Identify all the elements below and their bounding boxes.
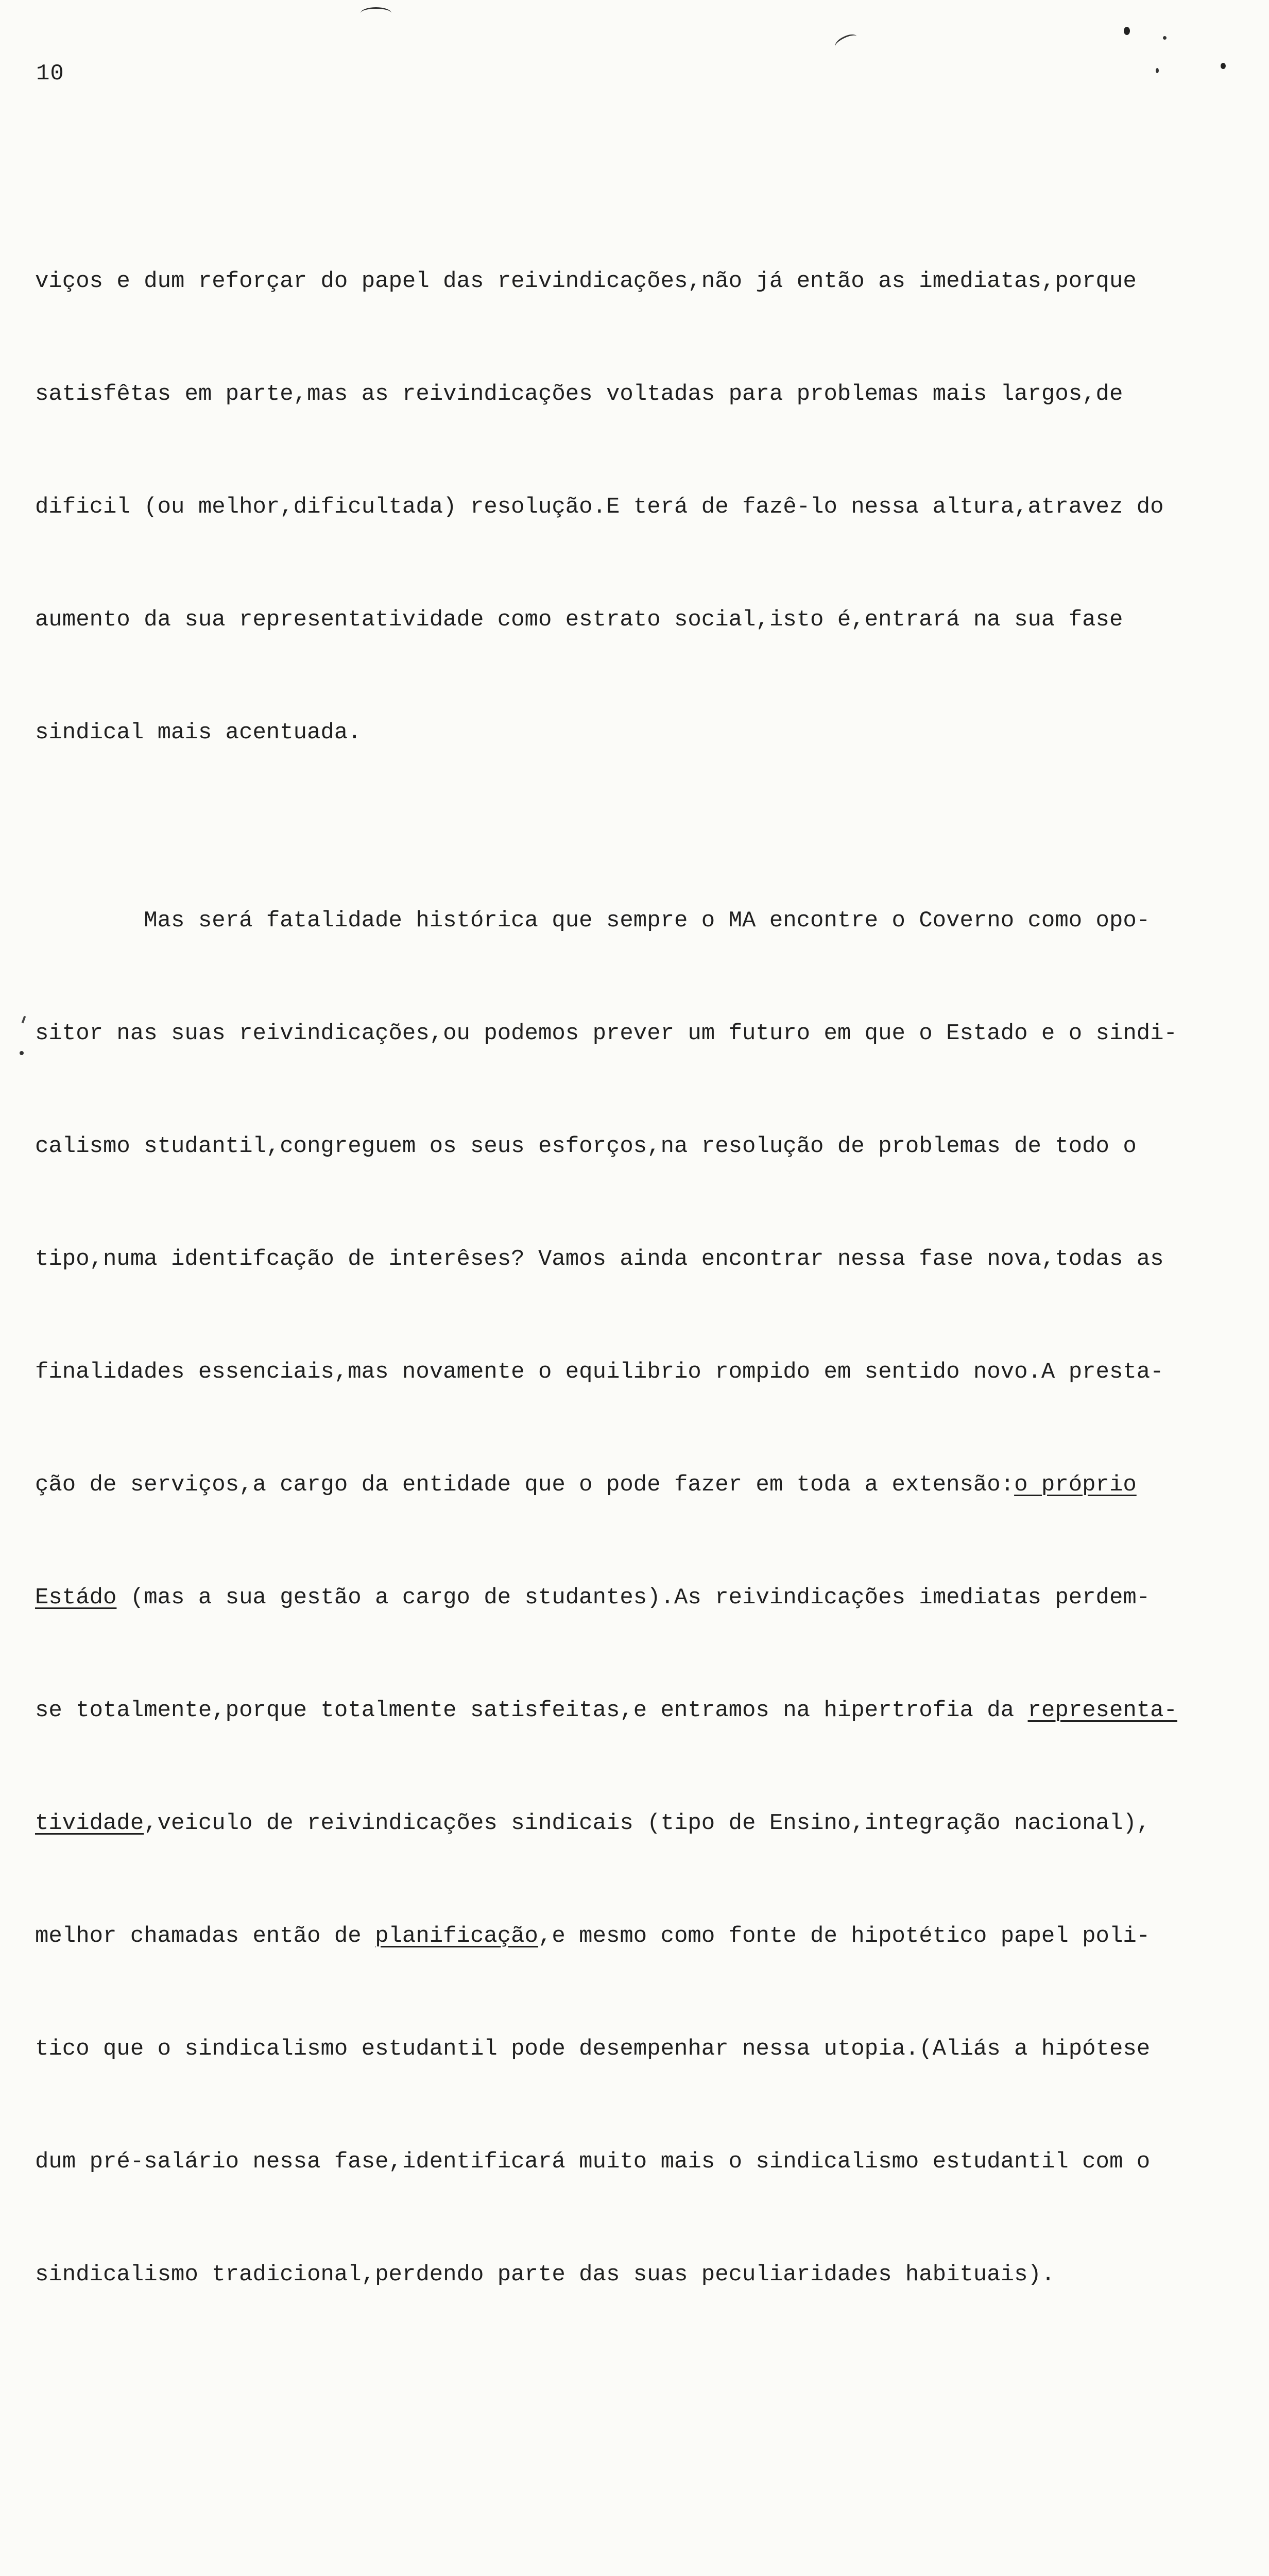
margin-mark — [22, 1016, 26, 1024]
text-line — [35, 1466, 1199, 1504]
text-line — [35, 1918, 1199, 1955]
underlined-phrase: tividade — [35, 1810, 144, 1836]
underlined-phrase: o próprio — [1014, 1472, 1137, 1498]
underlined-phrase: representa- — [1027, 1698, 1177, 1723]
ink-dot — [1156, 68, 1159, 73]
text-line: sitor nas suas reivindicações,ou podemos prever um futuro em que o Estado e o sindi- — [35, 1021, 1177, 1046]
text-line: dificil (ou melhor,dificultada) resolução.E terá de fazê-lo nessa altura,atravez do — [35, 494, 1164, 520]
text-line: dum pré-salário nessa fase,identificará muito mais o sindicalismo estudantil com o — [35, 2149, 1151, 2175]
underlined-phrase: planificação — [375, 1923, 538, 1949]
margin-mark — [20, 1051, 24, 1055]
document-body — [35, 112, 1199, 2576]
paragraph-gap — [35, 2406, 1199, 2444]
text-span: melhor chamadas então de — [35, 1923, 375, 1949]
ink-dot — [1221, 63, 1226, 69]
text-span: (mas a sua gestão a cargo de studantes).As reivindicações imediatas perdem- — [116, 1585, 1151, 1611]
ink-dot — [1124, 27, 1130, 35]
pen-smudge-top — [361, 7, 391, 19]
text-line: calismo studantil,congreguem os seus esforços,na resolução de problemas de todo o — [35, 1133, 1137, 1159]
text-line — [35, 1579, 1199, 1617]
text-span: ,veiculo de reivindicações sindicais (tipo de Ensino,integração nacional), — [144, 1810, 1151, 1836]
underlined-phrase: Estádo — [35, 1585, 117, 1611]
text-span: ,e mesmo como fonte de hipotético papel poli- — [538, 1923, 1151, 1949]
text-line: Mas será fatalidade histórica que sempre o MA encontre o Coverno como opo- — [35, 908, 1151, 934]
text-span: ção de serviços,a cargo da entidade que o pode fazer em toda a extensão: — [35, 1472, 1015, 1498]
text-line: finalidades essenciais,mas novamente o equilibrio rompido em sentido novo.A presta- — [35, 1359, 1164, 1385]
text-line: viços e dum reforçar do papel das reivindicações,não já então as imediatas,porque — [35, 268, 1137, 294]
text-line: sindical mais acentuada. — [35, 720, 362, 745]
text-line: tipo,numa identifcação de interêses? Vamos ainda encontrar nessa fase nova,todas as — [35, 1246, 1164, 1272]
ink-dot — [1163, 36, 1167, 40]
text-line — [35, 1805, 1199, 1842]
text-line: sindicalismo tradicional,perdendo parte das suas peculiaridades habituais). — [35, 2262, 1055, 2287]
text-line: tico que o sindicalismo estudantil pode desempenhar nessa utopia.(Aliás a hipótese — [35, 2036, 1151, 2062]
pen-smudge-right — [833, 31, 860, 51]
text-line: satisfêtas em parte,mas as reivindicações voltadas para problemas mais largos,de — [35, 381, 1123, 407]
text-line — [35, 1692, 1199, 1730]
text-line: aumento da sua representatividade como estrato social,isto é,entrará na sua fase — [35, 607, 1123, 633]
page-number: 10 — [36, 61, 64, 87]
text-span: se totalmente,porque totalmente satisfeitas,e entramos na hipertrofia da — [35, 1698, 1028, 1723]
